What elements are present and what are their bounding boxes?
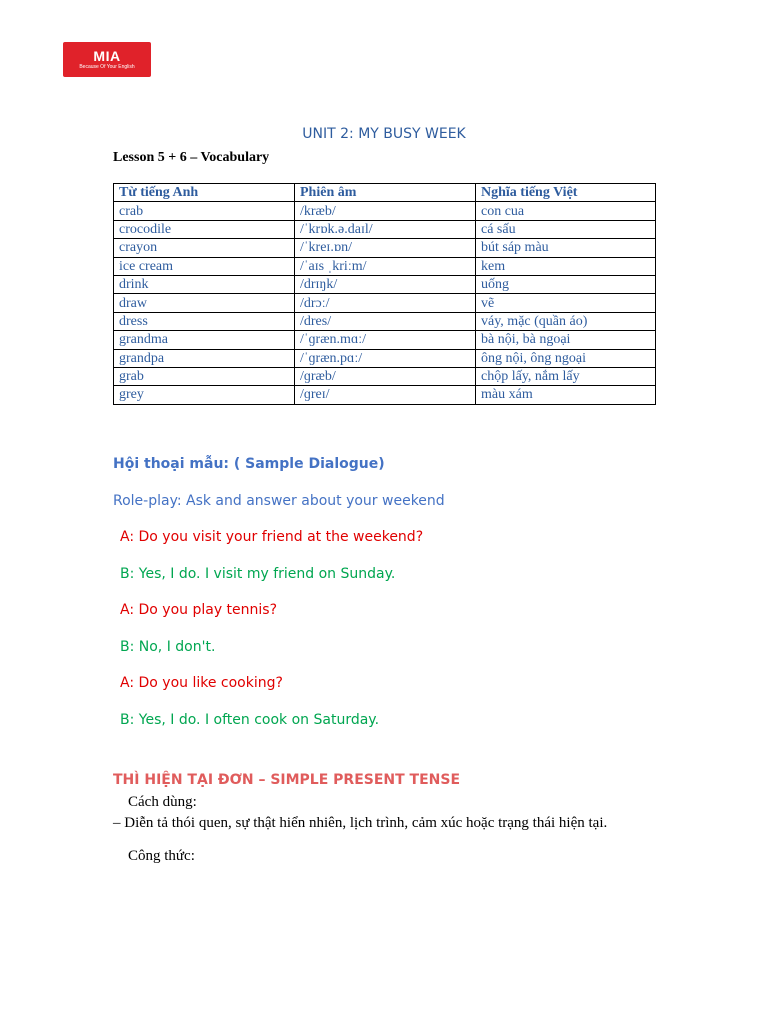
cell-phonetic: /kræb/ bbox=[295, 202, 476, 220]
cell-phonetic: /ˈkrɒk.ə.daɪl/ bbox=[295, 220, 476, 238]
cell-vietnamese: ông nội, ông ngoại bbox=[476, 349, 656, 367]
cell-english: drink bbox=[114, 275, 295, 293]
cell-phonetic: /ˈɡræn.mɑː/ bbox=[295, 331, 476, 349]
dialogue-line-a: A: Do you like cooking? bbox=[120, 675, 283, 691]
cell-english: ice cream bbox=[114, 257, 295, 275]
cell-phonetic: /ˈkreɪ.ɒn/ bbox=[295, 239, 476, 257]
page-title: UNIT 2: MY BUSY WEEK bbox=[302, 126, 466, 142]
cell-english: grandpa bbox=[114, 349, 295, 367]
cell-english: grey bbox=[114, 386, 295, 404]
lesson-subtitle: Lesson 5 + 6 – Vocabulary bbox=[113, 150, 270, 165]
vocabulary-table bbox=[113, 183, 656, 405]
cell-phonetic: /ɡreɪ/ bbox=[295, 386, 476, 404]
cell-phonetic: /dres/ bbox=[295, 312, 476, 330]
cell-vietnamese: vẽ bbox=[476, 294, 656, 312]
cell-vietnamese: uống bbox=[476, 275, 656, 293]
usage-text: – Diễn tả thói quen, sự thật hiển nhiên, lịch trình, cảm xúc hoặc trạng thái hiện tại. bbox=[113, 815, 608, 831]
logo-tagline: Because Of Your English bbox=[79, 64, 135, 70]
logo-name: MIA bbox=[93, 48, 121, 64]
dialogue-line-b: B: Yes, I do. I visit my friend on Sunday. bbox=[120, 565, 396, 582]
cell-phonetic: /ˈaɪs ˌkriːm/ bbox=[295, 257, 476, 275]
table-row bbox=[114, 386, 656, 404]
table-row bbox=[114, 367, 656, 385]
table-header-row bbox=[114, 184, 656, 202]
cell-english: crocodile bbox=[114, 220, 295, 238]
mia-logo bbox=[63, 42, 151, 77]
cell-vietnamese: con cua bbox=[476, 202, 656, 220]
cell-phonetic: /drɪŋk/ bbox=[295, 275, 476, 293]
table-row bbox=[114, 257, 656, 275]
cell-english: crayon bbox=[114, 239, 295, 257]
cell-phonetic: /ɡræb/ bbox=[295, 367, 476, 385]
cell-english: draw bbox=[114, 294, 295, 312]
dialogue-line-a: A: Do you visit your friend at the weekend? bbox=[120, 529, 424, 545]
cell-english: grab bbox=[114, 367, 295, 385]
cell-vietnamese: bà nội, bà ngoại bbox=[476, 331, 656, 349]
table-row bbox=[114, 239, 656, 257]
table-row bbox=[114, 294, 656, 312]
table-row bbox=[114, 331, 656, 349]
usage-label: Cách dùng: bbox=[128, 794, 197, 810]
cell-vietnamese: cá sấu bbox=[476, 220, 656, 238]
table-row bbox=[114, 220, 656, 238]
grammar-heading: THÌ HIỆN TẠI ĐƠN – SIMPLE PRESENT TENSE bbox=[113, 772, 461, 788]
cell-vietnamese: váy, mặc (quần áo) bbox=[476, 312, 656, 330]
roleplay-instruction: Role-play: Ask and answer about your weekend bbox=[113, 493, 445, 509]
cell-phonetic: /ˈɡræn.pɑː/ bbox=[295, 349, 476, 367]
header-vietnamese: Nghĩa tiếng Việt bbox=[476, 184, 656, 202]
table-row bbox=[114, 275, 656, 293]
formula-label: Công thức: bbox=[128, 848, 195, 864]
header-english: Từ tiếng Anh bbox=[114, 184, 295, 202]
dialogue-line-a: A: Do you play tennis? bbox=[120, 602, 278, 618]
cell-english: crab bbox=[114, 202, 295, 220]
dialogue-line-b: B: No, I don't. bbox=[120, 638, 216, 655]
dialogue-line-b: B: Yes, I do. I often cook on Saturday. bbox=[120, 711, 380, 728]
cell-vietnamese: màu xám bbox=[476, 386, 656, 404]
cell-english: dress bbox=[114, 312, 295, 330]
dialogue-heading: Hội thoại mẫu: ( Sample Dialogue) bbox=[113, 456, 385, 472]
table-row bbox=[114, 312, 656, 330]
table-body bbox=[114, 202, 656, 404]
cell-vietnamese: kem bbox=[476, 257, 656, 275]
header-phonetic: Phiên âm bbox=[295, 184, 476, 202]
cell-phonetic: /drɔː/ bbox=[295, 294, 476, 312]
cell-english: grandma bbox=[114, 331, 295, 349]
cell-vietnamese: bút sáp màu bbox=[476, 239, 656, 257]
table-row bbox=[114, 202, 656, 220]
table-row bbox=[114, 349, 656, 367]
cell-vietnamese: chộp lấy, nắm lấy bbox=[476, 367, 656, 385]
